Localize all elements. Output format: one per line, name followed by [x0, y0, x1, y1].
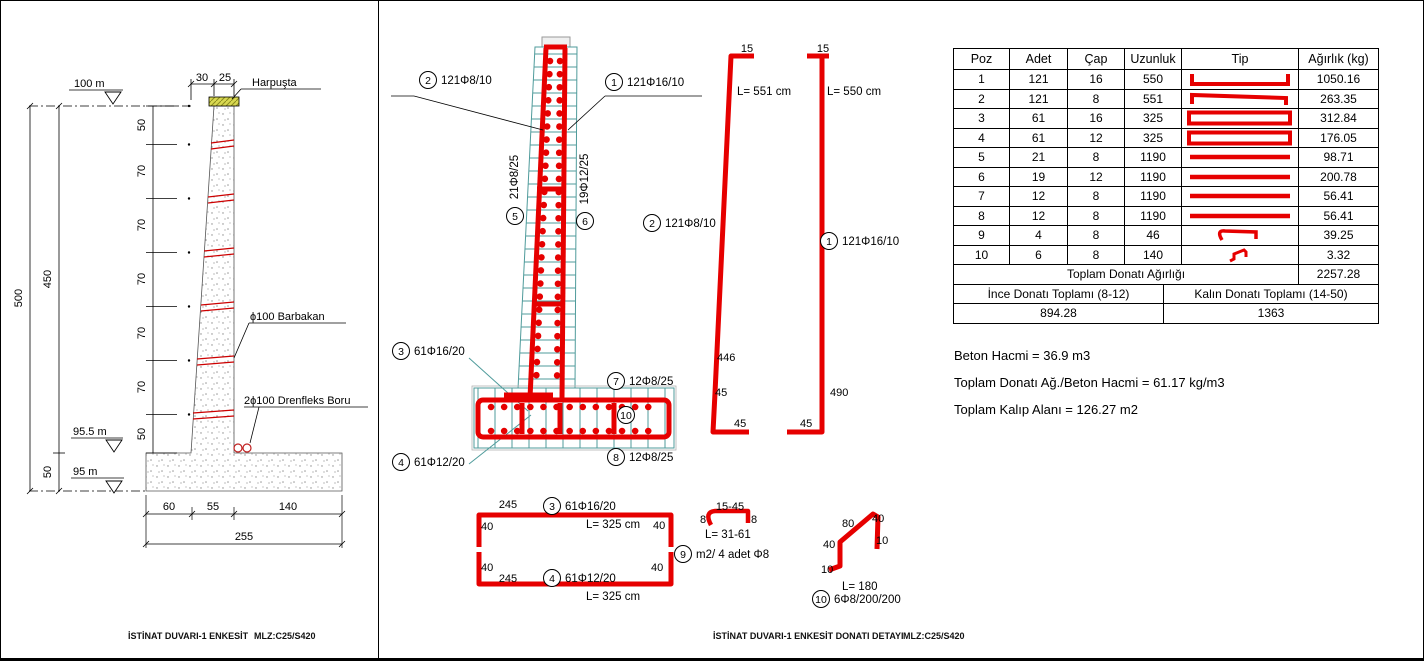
table-split-header-row: [954, 284, 1378, 304]
callout-2-wall: [391, 72, 543, 131]
table-row: [954, 245, 1378, 265]
cell-cap: 12: [1067, 167, 1124, 187]
header-agirlik: Ağırlık (kg): [1298, 49, 1378, 69]
dim-top-width: [188, 72, 237, 100]
drainpipe-circle: [243, 444, 251, 452]
callout-1-num: 1: [611, 77, 617, 89]
callout-10-num: 10: [620, 410, 632, 422]
zbar10-length: L= 180: [842, 581, 878, 593]
cell-agirlik: 200.78: [1298, 167, 1378, 187]
cell-uzunluk: 550: [1124, 69, 1181, 89]
total-weight-value: 2257.28: [1298, 264, 1378, 284]
dim-500: [13, 103, 33, 494]
cell-uzunluk: 1190: [1124, 147, 1181, 167]
hook9-dim: 8: [700, 514, 707, 526]
bar1-length: L= 550 cm: [827, 86, 882, 98]
cell-uzunluk: 1190: [1124, 167, 1181, 187]
tip-shape-bar-hooked-slant: [1181, 89, 1298, 109]
cell-cap: 12: [1067, 128, 1124, 148]
cell-agirlik: 56.41: [1298, 186, 1378, 206]
middle-drawing-material: MLZ:C25/S420: [903, 631, 965, 641]
stirrup-dim: 40: [651, 562, 664, 574]
table-row: [954, 225, 1378, 245]
cell-adet: 19: [1009, 167, 1067, 187]
dim-25-label: 25: [218, 72, 232, 84]
seg-label: 70: [136, 272, 148, 286]
level-marker-95-5m: [71, 426, 123, 452]
dim-50-label: 50: [42, 465, 54, 479]
dim-60-label: 60: [162, 501, 176, 513]
callout-2-text: 121Φ8/10: [441, 75, 492, 87]
callout-4-stirrup: [544, 570, 616, 587]
hook9-length: L= 31-61: [705, 529, 751, 541]
svg-text:m2/ 4 adet Φ8: m2/ 4 adet Φ8: [696, 549, 770, 561]
left-drawing-title: İSTİNAT DUVARI-1 ENKESİT: [128, 631, 249, 641]
table-split-value-row: [954, 303, 1378, 323]
callout-7: [608, 373, 674, 390]
level-100m-label: 100 m: [74, 78, 105, 90]
table-row: [954, 186, 1378, 206]
callout-2-num: 2: [425, 75, 431, 87]
bar2-dim: 45: [734, 418, 747, 430]
height-chain: [136, 105, 190, 453]
dim-450-50: [42, 103, 65, 494]
seg-label: 70: [136, 380, 148, 394]
cell-adet: 21: [1009, 147, 1067, 167]
callout-8: [608, 449, 674, 466]
cell-poz: 4: [954, 128, 1009, 148]
cell-poz: 3: [954, 108, 1009, 128]
coping-label: Harpuşta: [252, 77, 297, 89]
callout-3-num: 3: [398, 346, 404, 358]
table-row: [954, 69, 1378, 89]
callout-6-num: 6: [582, 216, 588, 228]
bar-shape-2: [644, 43, 792, 432]
summary-rebar-ratio: Toplam Donatı Ağ./Beton Hacmi = 61.17 kg/m3: [954, 375, 1225, 390]
callout-7-text: 12Φ8/25: [629, 376, 674, 388]
bar1-dim: 490: [830, 387, 849, 399]
callout-10-footing: [618, 407, 635, 424]
seg-label: 70: [136, 326, 148, 340]
callout-6-text: 19Φ12/25: [579, 153, 591, 205]
svg-text:61Φ12/20: 61Φ12/20: [565, 573, 616, 585]
level-95-5m-label: 95.5 m: [73, 426, 107, 438]
stirrup-dim: 40: [653, 520, 666, 532]
svg-text:121Φ16/10: 121Φ16/10: [842, 236, 900, 248]
left-drawing-material: MLZ:C25/S420: [254, 631, 316, 641]
svg-text:3: 3: [549, 501, 555, 513]
dim-footing-widths: [143, 495, 345, 548]
svg-text:6Φ8/200/200: 6Φ8/200/200: [834, 594, 901, 606]
dim-140-label: 140: [278, 501, 298, 513]
tip-shape-straight-bar: [1181, 186, 1298, 206]
thick-rebar-value: 1363: [1163, 303, 1378, 323]
cell-cap: 16: [1067, 108, 1124, 128]
seg-label: 70: [136, 218, 148, 232]
svg-text:2: 2: [649, 218, 655, 230]
middle-drawing-title: İSTİNAT DUVARI-1 ENKESİT DONATI DETAYI: [713, 631, 904, 641]
stirrup-length: L= 325 cm: [586, 519, 641, 531]
zbar10-dim: 40: [823, 539, 836, 551]
svg-text:61Φ16/20: 61Φ16/20: [565, 501, 616, 513]
stirrup-dim: 245: [498, 573, 518, 585]
cell-uzunluk: 46: [1124, 225, 1181, 245]
cell-poz: 6: [954, 167, 1009, 187]
callout-9: [675, 546, 770, 563]
callout-8-text: 12Φ8/25: [629, 452, 674, 464]
stirrup-dim: 40: [481, 562, 494, 574]
cell-cap: 8: [1067, 186, 1124, 206]
dim-30-label: 30: [195, 72, 209, 84]
cell-poz: 7: [954, 186, 1009, 206]
seg-label: 50: [136, 118, 148, 132]
cell-cap: 8: [1067, 225, 1124, 245]
quantity-summary: [954, 342, 1225, 423]
header-poz: Poz: [970, 52, 993, 66]
cell-poz: 5: [954, 147, 1009, 167]
callout-1-text: 121Φ16/10: [627, 77, 685, 89]
drainpipe-callout: [234, 395, 368, 452]
svg-text:4: 4: [549, 573, 555, 585]
cell-poz: 9: [954, 225, 1009, 245]
dim-255-label: 255: [234, 531, 254, 543]
cell-agirlik: 1050.16: [1298, 69, 1378, 89]
header-tip: Tip: [1181, 49, 1298, 69]
wall-outline: [146, 106, 342, 491]
stirrup-dim: 245: [498, 499, 518, 511]
header-uzunluk: Uzunluk: [1124, 49, 1181, 69]
bar1-dim: 45: [800, 418, 813, 430]
summary-concrete-volume: Beton Hacmi = 36.9 m3: [954, 348, 1091, 363]
svg-text:121Φ8/10: 121Φ8/10: [665, 218, 716, 230]
callout-5-text: 21Φ8/25: [509, 154, 521, 200]
dim-500-label: 500: [13, 288, 25, 308]
svg-text:9: 9: [680, 549, 686, 561]
bar2-hook: 15: [740, 43, 754, 55]
callout-5-num: 5: [512, 211, 518, 223]
cell-cap: 8: [1067, 147, 1124, 167]
tip-shape-bar-hooked-up: [1181, 69, 1298, 89]
cell-adet: 6: [1009, 245, 1067, 265]
coping: [209, 97, 239, 106]
callout-4-wall: [393, 454, 465, 471]
cell-agirlik: 176.05: [1298, 128, 1378, 148]
svg-text:1: 1: [826, 236, 832, 248]
cell-cap: 8: [1067, 206, 1124, 226]
tip-shape-straight-bar: [1181, 206, 1298, 226]
callout-4-num: 4: [398, 457, 404, 469]
svg-text:10: 10: [815, 594, 827, 606]
table-row: [954, 206, 1378, 226]
hook9-dim: 8: [751, 514, 758, 526]
zbar10-dim: 80: [842, 518, 855, 530]
bar1-hook: 15: [816, 43, 830, 55]
table-header-row: [954, 49, 1378, 69]
callout-1-wall: [568, 74, 702, 131]
bar2-length: L= 551 cm: [737, 86, 792, 98]
zbar10-dim: 10: [876, 535, 889, 547]
cell-agirlik: 263.35: [1298, 89, 1378, 109]
total-weight-label: Toplam Donatı Ağırlığı: [954, 264, 1298, 284]
callout-3-stirrup: [544, 498, 616, 515]
cell-adet: 12: [1009, 206, 1067, 226]
table-row: [954, 128, 1378, 148]
callout-2-bar: [644, 215, 716, 232]
tip-shape-hook-bar: [1181, 225, 1298, 245]
cell-poz: 1: [954, 69, 1009, 89]
cell-agirlik: 312.84: [1298, 108, 1378, 128]
cell-cap: 8: [1067, 89, 1124, 109]
cell-agirlik: 39.25: [1298, 225, 1378, 245]
bar2-dim: 45: [715, 387, 728, 399]
table-total-row: [954, 264, 1378, 284]
callout-6: [577, 154, 594, 230]
drainpipe-label: 2ϕ100 Drenfleks Boru: [244, 395, 351, 407]
level-marker-100m: [69, 78, 123, 104]
table-row: [954, 108, 1378, 128]
cell-adet: 121: [1009, 89, 1067, 109]
cell-agirlik: 98.71: [1298, 147, 1378, 167]
cell-adet: 121: [1009, 69, 1067, 89]
weephole-label: ϕ100 Barbakan: [250, 311, 325, 323]
dim-450-label: 450: [42, 269, 54, 289]
tip-shape-straight-bar: [1181, 147, 1298, 167]
coping-callout: [232, 77, 321, 99]
cell-uzunluk: 325: [1124, 108, 1181, 128]
seg-label: 50: [136, 427, 148, 441]
header-adet: Adet: [1009, 49, 1067, 69]
cell-adet: 4: [1009, 225, 1067, 245]
cell-adet: 12: [1009, 186, 1067, 206]
callout-3-wall: [393, 343, 465, 360]
table-row: [954, 89, 1378, 109]
cell-adet: 61: [1009, 108, 1067, 128]
stirrup-dim: 40: [481, 521, 494, 533]
stirrup-length: L= 325 cm: [586, 591, 641, 603]
cell-agirlik: 56.41: [1298, 206, 1378, 226]
stirrup-shapes-3-4: [479, 498, 671, 604]
callout-5: [507, 155, 524, 225]
cell-uzunluk: 140: [1124, 245, 1181, 265]
thick-rebar-label: Kalın Donatı Toplamı (14-50): [1163, 284, 1378, 304]
rebar-schedule-table: [953, 48, 1379, 324]
header-cap: Çap: [1067, 49, 1124, 69]
thin-rebar-value: 894.28: [954, 303, 1163, 323]
cell-adet: 61: [1009, 128, 1067, 148]
table-row: [954, 147, 1378, 167]
table-row: [954, 167, 1378, 187]
zbar-shape-10: [813, 513, 901, 608]
cell-poz: 2: [954, 89, 1009, 109]
seg-label: 70: [136, 164, 148, 178]
hook-shape-9: [675, 501, 770, 563]
callout-10: [813, 591, 901, 608]
cell-cap: 16: [1067, 69, 1124, 89]
thin-rebar-label: İnce Donatı Toplamı (8-12): [954, 284, 1163, 304]
cell-cap: 8: [1067, 245, 1124, 265]
callout-1-bar: [821, 233, 900, 250]
detail-drawing: [391, 37, 901, 608]
cross-section-drawing: [13, 72, 368, 548]
zbar10-dim: 10: [821, 564, 834, 576]
callout-8-num: 8: [613, 452, 619, 464]
cell-poz: 8: [954, 206, 1009, 226]
bar2-dim: 446: [717, 352, 736, 364]
callout-7-num: 7: [613, 376, 619, 388]
hook9-dim: 15-45: [715, 501, 745, 513]
level-marker-95m: [71, 466, 124, 493]
level-95m-label: 95 m: [73, 466, 98, 478]
drainpipe-circle: [234, 444, 242, 452]
dim-55-label: 55: [206, 501, 220, 513]
tip-shape-z-bar: [1181, 245, 1298, 265]
cell-uzunluk: 325: [1124, 128, 1181, 148]
tip-shape-rect-stirrup: [1181, 128, 1298, 148]
cell-agirlik: 3.32: [1298, 245, 1378, 265]
datum-lines: [29, 106, 191, 491]
cell-uzunluk: 551: [1124, 89, 1181, 109]
weephole-callout: [234, 311, 346, 358]
callout-4-text: 61Φ12/20: [414, 457, 465, 469]
callout-3-text: 61Φ16/20: [414, 346, 465, 358]
bar-shape-1: [787, 43, 899, 432]
tip-shape-straight-bar: [1181, 167, 1298, 187]
cell-poz: 10: [954, 245, 1009, 265]
summary-formwork-area: Toplam Kalıp Alanı = 126.27 m2: [954, 402, 1138, 417]
zbar10-dim: 40: [872, 513, 885, 525]
tip-shape-rect-stirrup: [1181, 108, 1298, 128]
cell-uzunluk: 1190: [1124, 186, 1181, 206]
cell-uzunluk: 1190: [1124, 206, 1181, 226]
